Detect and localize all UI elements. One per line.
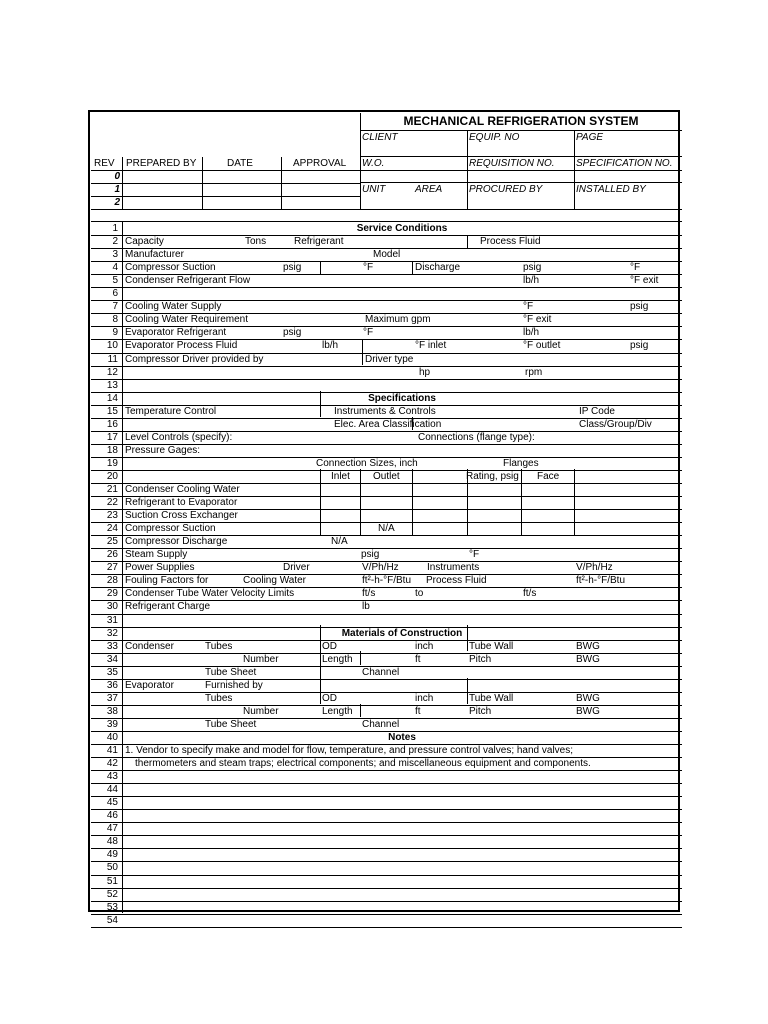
cell-text: Compressor Suction [125,262,216,273]
line-number: 16 [106,419,118,430]
cell-text: Fouling Factors for [125,575,209,586]
row-rule [91,379,682,380]
cell-text: °F exit [630,275,659,286]
line-number: 40 [106,732,118,743]
cell-text: thermometers and steam traps; electrical components; and miscellaneous equipment and components. [135,758,591,769]
line-number: 1 [112,223,118,234]
cell-text: Evaporator [125,680,174,691]
line-number: 25 [106,536,118,547]
cell-text: lb/h [523,327,540,338]
approval-label: APPROVAL [293,158,347,169]
cell-text: psig [523,262,542,273]
cell-text: Furnished by [205,680,263,691]
table-cell-rule [320,469,321,535]
cell-text: psig [630,301,649,312]
line-number: 51 [106,876,118,887]
line-number: 15 [106,406,118,417]
row-rule [91,848,682,849]
row-rule [91,796,682,797]
cell-text: Face [537,471,560,482]
cell-text: Compressor Driver provided by [125,354,264,365]
cell-text: Tube Wall [469,641,514,652]
cell-text: Instruments [427,562,480,573]
line-number: 24 [106,523,118,534]
cell-rule [412,261,413,274]
cell-text: Cooling Water Requirement [125,314,249,325]
title-rule [360,130,682,131]
cell-text: psig [283,327,302,338]
line-number: 2 [112,236,118,247]
cell-text: OD [322,693,337,704]
line-number: 48 [106,836,118,847]
cell-rule [320,261,321,274]
cell-text: BWG [576,654,600,665]
cell-text: Channel [362,667,400,678]
cell-text: Refrigerant [294,236,344,247]
cell-text: ft/s [362,588,376,599]
prepared-by-label: PREPARED BY [126,158,197,169]
cell-text: Outlet [373,471,400,482]
table-cell-rule [574,469,575,535]
line-number: 13 [106,380,118,391]
cell-rule [360,704,361,717]
cell-text: Condenser [125,641,174,652]
cell-text: °F exit [523,314,552,325]
cell-text: Number [243,654,279,665]
cell-text: Elec. Area Classification [334,419,442,430]
line-number: 3 [112,249,118,260]
cell-text: 1. Vendor to specify make and model for flow, temperature, and pressure control valves; hand valves; [125,745,574,756]
cell-text: ft²-h-°F/Btu [576,575,626,586]
table-cell-rule [521,469,522,535]
cell-text: °F [523,301,534,312]
line-number: 23 [106,510,118,521]
requisition-label: REQUISITION NO. [469,158,555,169]
section-heading-notes: Notes [388,732,416,743]
cell-text: Compressor Discharge [125,536,228,547]
cell-text: Length [322,706,353,717]
cell-text: Compressor Suction [125,523,216,534]
cell-text: Tube Sheet [205,667,257,678]
cell-text: V/Ph/Hz [362,562,399,573]
cell-text: Tubes [205,641,233,652]
cell-text: Power Supplies [125,562,195,573]
cell-text: Evaporator Refrigerant [125,327,227,338]
cell-text: BWG [576,641,600,652]
line-number: 38 [106,706,118,717]
cell-text: °F [363,262,374,273]
cell-text: ft/s [523,588,537,599]
section-heading-service: Service Conditions [356,223,448,234]
line-number: 18 [106,445,118,456]
line-number: 42 [106,758,118,769]
cell-text: Condenser Refrigerant Flow [125,275,251,286]
cell-text: lb/h [523,275,540,286]
line-number: 33 [106,641,118,652]
cell-text: hp [419,367,431,378]
cell-text: Instruments & Controls [334,406,436,417]
line-number: 4 [112,262,118,273]
cell-text: Number [243,706,279,717]
rev-column-rule [122,157,123,210]
cell-text: IP Code [579,406,615,417]
line-number: 44 [106,784,118,795]
row-rule [91,875,682,876]
cell-text: Cooling Water [243,575,306,586]
cell-text: Connections (flange type): [418,432,535,443]
cell-text: to [415,588,424,599]
page-label: PAGE [576,132,604,143]
row-rule [91,914,682,915]
line-number: 22 [106,497,118,508]
header-row-rule [360,156,682,157]
cell-text: Level Controls (specify): [125,432,233,443]
line-number: 14 [106,393,118,404]
line-number: 52 [106,889,118,900]
line-number: 39 [106,719,118,730]
rev-row-rule [91,196,360,197]
datasheet-form [88,110,680,926]
section-top-rule [91,221,682,222]
cell-text: lb/h [322,340,339,351]
cell-rule [362,339,363,365]
specification-label: SPECIFICATION NO. [576,158,673,169]
equip-no-label: EQUIP. NO [469,132,520,143]
line-number: 37 [106,693,118,704]
cell-text: OD [322,641,337,652]
line-number: 32 [106,628,118,639]
cell-text: Pressure Gages: [125,445,201,456]
cell-text: N/A [331,536,348,547]
cell-text: Condenser Tube Water Velocity Limits [125,588,295,599]
cell-text: BWG [576,693,600,704]
cell-text: Driver type [365,354,414,365]
row-rule [91,679,682,680]
line-number: 49 [106,849,118,860]
header-column-rule [574,130,575,210]
line-number: 20 [106,471,118,482]
cell-text: Rating, psig [466,471,519,482]
line-number: 26 [106,549,118,560]
line-number: 9 [112,327,118,338]
cell-text: Cooling Water Supply [125,301,222,312]
installed-by-label: INSTALLED BY [576,184,646,195]
area-label: AREA [415,184,443,195]
row-rule [91,835,682,836]
prepared-column-rule [202,157,203,210]
row-rule [91,822,682,823]
cell-text: inch [415,641,434,652]
rev-header-rule [91,170,682,171]
row-rule [91,614,682,615]
line-number: 36 [106,680,118,691]
header-bottom-rule [91,209,682,210]
cell-text: Maximum gpm [365,314,431,325]
cell-text: Condenser Cooling Water [125,484,240,495]
section-heading-materials: Materials of Construction [341,628,463,639]
line-number: 17 [106,432,118,443]
row-rule [91,770,682,771]
line-number: 50 [106,862,118,873]
client-label: CLIENT [362,132,398,143]
rev-row-rule [91,183,360,184]
date-label: DATE [227,158,253,169]
cell-text: Refrigerant to Evaporator [125,497,238,508]
cell-text: Tons [245,236,267,247]
line-number: 7 [112,301,118,312]
line-number: 6 [112,288,118,299]
cell-text: Inlet [331,471,350,482]
cell-text: ft²-h-°F/Btu [362,575,412,586]
line-number: 46 [106,810,118,821]
line-number: 53 [106,902,118,913]
line-number: 28 [106,575,118,586]
cell-text: °F [469,549,480,560]
row-rule [91,861,682,862]
cell-text: Process Fluid [426,575,487,586]
line-number: 27 [106,562,118,573]
row-rule [91,927,682,928]
row-rule [91,783,682,784]
cell-text: °F [630,262,641,273]
cell-text: Tube Wall [469,693,514,704]
cell-text: Manufacturer [125,249,184,260]
line-number: 30 [106,601,118,612]
rev-number: 2 [114,197,120,208]
wo-label: W.O. [362,158,385,169]
cell-text: Process Fluid [480,236,541,247]
line-number: 19 [106,458,118,469]
cell-rule [467,235,468,248]
line-number: 54 [106,915,118,926]
cell-text: ft [415,706,421,717]
table-cell-rule [360,469,361,535]
table-cell-rule [412,469,413,535]
rev-number: 0 [114,171,120,182]
cell-text: Connection Sizes, inch [316,458,418,469]
rev-number: 1 [114,184,120,195]
cell-text: lb [362,601,370,612]
line-number: 11 [107,354,118,365]
header-row-rule [360,182,682,183]
cell-text: V/Ph/Hz [576,562,613,573]
line-number: 41 [106,745,118,756]
cell-rule [467,678,468,704]
cell-text: Class/Group/Div [579,419,652,430]
line-number: 47 [106,823,118,834]
cell-text: Evaporator Process Fluid [125,340,238,351]
line-number-column-rule [122,221,123,913]
header-divider [360,113,361,210]
cell-text: °F inlet [415,340,447,351]
row-rule [91,809,682,810]
line-number: 21 [106,484,118,495]
cell-text: inch [415,693,434,704]
rev-label: REV [94,158,115,169]
cell-text: psig [630,340,649,351]
line-number: 43 [106,771,118,782]
date-column-rule [281,157,282,210]
procured-by-label: PROCURED BY [469,184,543,195]
cell-text: Flanges [503,458,539,469]
cell-text: Pitch [469,706,492,717]
line-number: 29 [106,588,118,599]
cell-text: Tubes [205,693,233,704]
cell-text: Model [373,249,401,260]
cell-text: N/A [378,523,395,534]
section-heading-specifications: Specifications [368,393,436,404]
cell-text: °F [363,327,374,338]
cell-text: Pitch [469,654,492,665]
row-rule [91,888,682,889]
cell-rule [360,651,361,665]
line-number: 12 [106,367,118,378]
cell-text: Capacity [125,236,164,247]
line-number: 35 [106,667,118,678]
form-title: MECHANICAL REFRIGERATION SYSTEM [403,114,639,128]
cell-text: ft [415,654,421,665]
cell-text: Discharge [415,262,461,273]
line-number: 5 [112,275,118,286]
row-rule [91,235,682,236]
line-number: 45 [106,797,118,808]
line-number: 34 [106,654,118,665]
cell-text: psig [283,262,302,273]
row-rule [91,901,682,902]
row-rule [91,366,682,367]
cell-text: Channel [362,719,400,730]
cell-text: BWG [576,706,600,717]
cell-text: Suction Cross Exchanger [125,510,238,521]
cell-text: Tube Sheet [205,719,257,730]
line-number: 31 [106,615,118,626]
cell-text: Steam Supply [125,549,188,560]
line-number: 8 [112,314,118,325]
cell-text: °F outlet [523,340,561,351]
cell-text: Refrigerant Charge [125,601,211,612]
cell-text: Driver [283,562,310,573]
cell-text: rpm [525,367,543,378]
row-rule [91,287,682,288]
cell-text: Temperature Control [125,406,217,417]
cell-text: psig [361,549,380,560]
unit-label: UNIT [362,184,386,195]
cell-text: Length [322,654,353,665]
line-number: 10 [106,340,118,351]
header-column-rule [467,130,468,210]
